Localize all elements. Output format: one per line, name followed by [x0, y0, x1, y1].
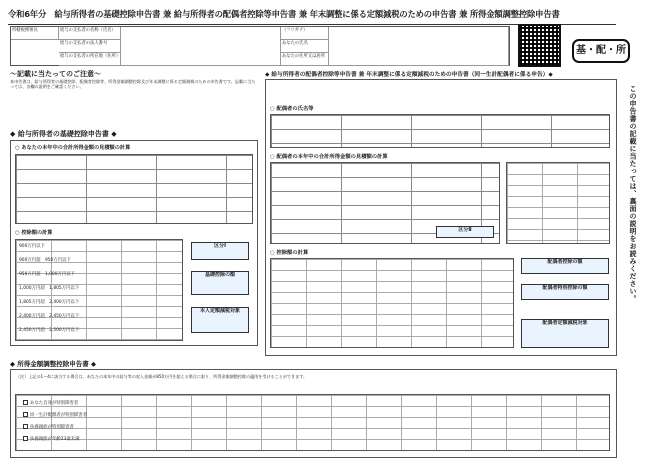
- form-type-mark: 基・配・所: [572, 39, 630, 63]
- header-info-box: [10, 26, 510, 66]
- spouse-deduction-title: ◆ 給与所得者の配偶者控除等申告書 兼 年末調整に係る定額減税のための申告書（同一生計配偶者に係る申告）◆: [265, 72, 553, 78]
- employer-number-label: 給与の支払者の法人番号: [59, 40, 121, 53]
- row-c: 950万円超 1,000万円以下: [19, 272, 76, 277]
- row-g: 2,450万円超 2,500万円以下: [19, 328, 80, 333]
- row-e: 1,805万円超 2,400万円以下: [19, 300, 80, 305]
- your-name-label: あなたの氏名: [281, 40, 329, 53]
- notes-title: ～記載に当たってのご注意～: [10, 70, 101, 78]
- adjustment-item-3: [23, 424, 74, 430]
- qr-code-icon: [518, 24, 561, 67]
- spouse-checklist[interactable]: [506, 162, 610, 244]
- class-two-marker: 区分Ⅱ: [436, 226, 494, 238]
- income-adjustment-title: ◆ 所得金額調整控除申告書 ◆: [10, 360, 97, 368]
- row-b: 900万円超 950万円以下: [19, 258, 71, 263]
- basic-deduction-title: ◆ 給与所得者の基礎控除申告書 ◆: [10, 130, 117, 138]
- spouse-special-deduction-label: 配偶者特別控除の額: [521, 284, 609, 300]
- spouse-tax-reduction-target[interactable]: 配偶者定額減税対象: [521, 319, 609, 348]
- employer-address-label: 給与の支払者の所在地（住所）: [59, 53, 121, 66]
- adjustment-item-4-checkbox[interactable]: [23, 436, 28, 441]
- spouse-deduction-table[interactable]: [270, 258, 514, 348]
- row-a: 900万円以下: [19, 244, 45, 249]
- basic-deduction-section: [10, 140, 258, 346]
- adjustment-item-1: [23, 400, 78, 406]
- adjustment-item-2: [23, 412, 87, 418]
- row-d: 1,000万円超 1,805万円以下: [19, 286, 80, 291]
- class-one-label: 区分Ⅰ: [191, 242, 249, 260]
- adjustment-item-2-checkbox[interactable]: [23, 412, 28, 417]
- income-estimate-title: ○ あなたの本年中の合計所得金額の見積額の計算: [15, 145, 131, 151]
- office-label: 所轄税務署長: [11, 27, 59, 40]
- notes-text: 本申告書は、給与所得者の基礎控除、配偶者控除等、所得金額調整控除及び年末調整に係る定額減税のための申告書です。記載に当たっては、各欄の説明をご確認ください。: [10, 79, 256, 89]
- furigana-label: （フリガナ）: [281, 27, 329, 40]
- spouse-deduction-label: 配偶者控除の額: [521, 258, 609, 274]
- your-address-label: あなたの住所又は居所: [281, 53, 329, 66]
- spouse-name-table[interactable]: [270, 114, 610, 148]
- adjustment-item-3-checkbox[interactable]: [23, 424, 28, 429]
- income-estimate-table[interactable]: [15, 154, 253, 224]
- spouse-deduction-calc-title: ○ 控除額の計算: [270, 250, 309, 256]
- adjustment-item-2-label: 同一生計配偶者が特別障害者: [30, 413, 88, 418]
- adjustment-item-3-label: 扶養親族が特別障害者: [30, 425, 74, 430]
- row-f: 2,400万円超 2,450万円以下: [19, 314, 80, 319]
- basic-deduction-label: 基礎控除の額: [191, 271, 249, 295]
- income-adjustment-section: [10, 369, 617, 458]
- side-instruction: この申告書の記載に当たっては、裏面の説明をお読みください。: [629, 85, 637, 303]
- adjustment-item-4: [23, 436, 80, 442]
- income-adjustment-note: （注）上記の1～4に該当する場合は、あなたの本年中の給与等の収入金額が850万円を超える場合に限り、所得金額調整控除の適用を受けることができます。: [16, 374, 308, 379]
- income-adjustment-table[interactable]: [15, 394, 610, 451]
- form-title: 令和6年分 給与所得者の基礎控除申告書 兼 給与所得者の配偶者控除等申告書 兼 年末調整に係る定額減税のための申告書 兼 所得金額調整控除申告書: [8, 9, 560, 19]
- adjustment-item-1-checkbox[interactable]: [23, 400, 28, 405]
- spouse-name-title: ○ 配偶者の氏名等: [270, 106, 314, 112]
- spouse-deduction-section: [265, 79, 617, 356]
- spouse-income-title: ○ 配偶者の本年中の合計所得金額の見積額の計算: [270, 154, 388, 160]
- tax-reduction-target[interactable]: 本人定額減税対象: [191, 307, 249, 333]
- deduction-calculation-title: ○ 控除額の計算: [15, 230, 53, 236]
- adjustment-item-1-label: あなた自身が特別障害者: [30, 401, 79, 406]
- adjustment-item-4-label: 扶養親族が年齢23歳未満: [30, 437, 80, 442]
- employer-entry-area[interactable]: [121, 27, 281, 66]
- employer-name-label: 給与の支払者の名称（氏名）: [59, 27, 121, 40]
- personal-entry-area[interactable]: [329, 27, 509, 66]
